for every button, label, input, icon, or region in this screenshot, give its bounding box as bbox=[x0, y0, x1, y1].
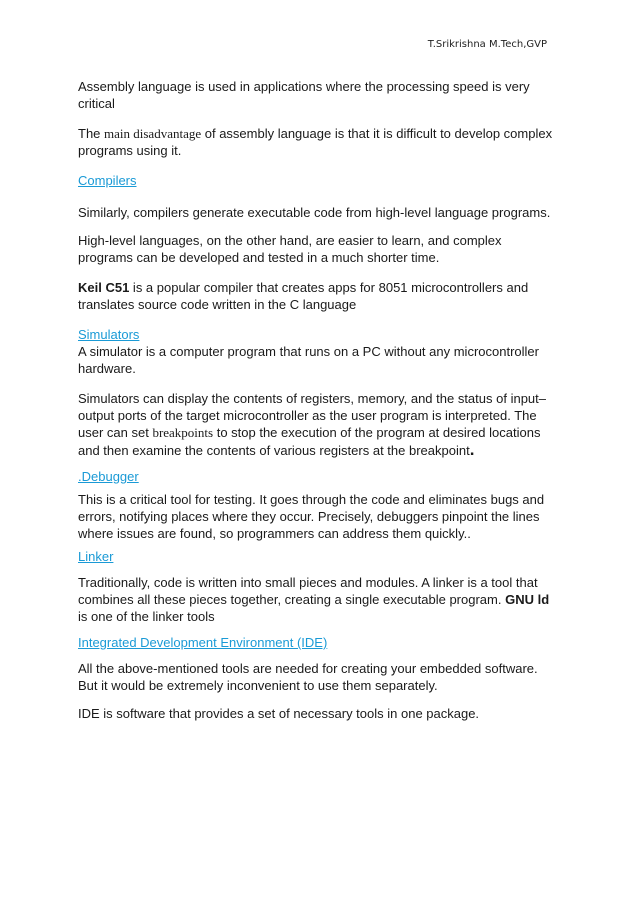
simulators-period: . bbox=[469, 440, 475, 459]
linker-heading[interactable] bbox=[78, 548, 558, 565]
disadvantage-paragraph bbox=[78, 125, 558, 159]
gnu-ld-bold: GNU ld bbox=[505, 592, 550, 607]
linker-paragraph bbox=[78, 574, 558, 625]
breakpoints-serif-term: breakpoints bbox=[152, 425, 214, 440]
compilers-paragraph-1: Similarly, compilers generate executable code from high-level language programs. bbox=[78, 205, 551, 220]
ide-paragraph-2: IDE is software that provides a set of necessary tools in one package. bbox=[78, 706, 480, 721]
disadvantage-text-a: The bbox=[78, 126, 105, 141]
linker-link[interactable]: Linker bbox=[78, 549, 114, 564]
ide-link[interactable]: Integrated Development Environment (IDE) bbox=[78, 635, 328, 650]
simulators-paragraph-2 bbox=[78, 390, 558, 459]
debugger-paragraph: This is a critical tool for testing. It goes through the code and eliminates bugs and errors, notifying places where they occur. Precisely, debuggers pinpoint the lines where issues are found, so programmers can address them quickly.. bbox=[78, 492, 545, 541]
simulators-paragraph-1: A simulator is a computer program that runs on a PC without any microcontroller hardware. bbox=[78, 344, 539, 376]
compilers-paragraph-3 bbox=[78, 279, 558, 313]
debugger-heading[interactable] bbox=[78, 468, 558, 485]
compilers-heading[interactable] bbox=[78, 172, 558, 189]
page-header-author: T.Srikrishna M.Tech,GVP bbox=[427, 39, 547, 50]
keil-c51-bold: Keil C51 bbox=[78, 280, 130, 295]
linker-text-a: Traditionally, code is written into small pieces and modules. A linker is a tool that combines all these pieces together, creating a single executable program. bbox=[78, 575, 538, 607]
simulators-text-a: Simulators can display the contents of registers, memory, and the status of input–output ports of the target microcontroller as the user program is interpreted. The user can set bbox=[78, 391, 546, 440]
compilers-paragraph-3-text: is a popular compiler that creates apps for 8051 microcontrollers and translates source code written in the C language bbox=[78, 280, 529, 312]
linker-text-b: is one of the linker tools bbox=[78, 609, 215, 624]
simulators-heading[interactable] bbox=[78, 326, 558, 343]
document-body bbox=[78, 78, 558, 722]
compilers-link[interactable]: Compilers bbox=[78, 173, 137, 188]
simulators-link[interactable]: Simulators bbox=[78, 327, 140, 342]
disadvantage-serif-term: main disadvantage bbox=[104, 126, 202, 141]
compilers-paragraph-2: High-level languages, on the other hand, are easier to learn, and complex programs can be developed and tested in a much shorter time. bbox=[78, 233, 502, 265]
ide-paragraph-1: All the above-mentioned tools are needed for creating your embedded software. But it would be extremely inconvenient to use them separately. bbox=[78, 661, 538, 693]
ide-heading[interactable] bbox=[78, 634, 558, 651]
simulators-text-b: to stop the execution of the program at desired locations and then examine the contents of various registers at the breakpoint bbox=[78, 425, 541, 458]
debugger-link[interactable]: .Debugger bbox=[78, 469, 139, 484]
disadvantage-text-b: of assembly language is that it is difficult to develop complex programs using it. bbox=[78, 126, 553, 158]
intro-paragraph: Assembly language is used in applications where the processing speed is very critical bbox=[78, 79, 530, 111]
